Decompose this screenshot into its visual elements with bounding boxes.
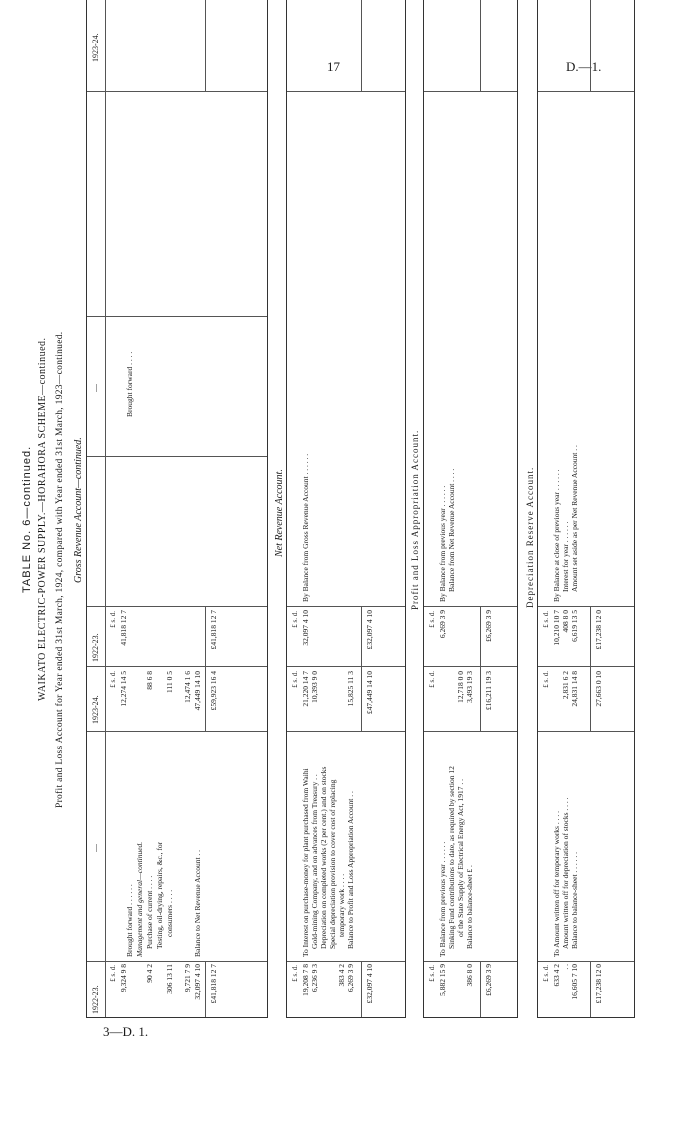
col-header-1924: 1923-24.: [91, 33, 100, 62]
amount-1924: 12,274 14 5: [119, 671, 128, 707]
subtotal-1924: 47,449 14 10: [193, 671, 202, 711]
lsd-header: £ s. d.: [109, 671, 117, 688]
total-1923: £6,269 3 9: [484, 610, 493, 642]
line-item-text: To Balance from previous year . . . . . .: [438, 841, 447, 957]
amount-1923: 633 4 2: [552, 964, 561, 987]
total-1924: £16,211 19 3: [484, 671, 493, 711]
lsd-header: £ s. d.: [291, 965, 299, 982]
document-ref: D.—1.: [566, 59, 602, 74]
col-header-1923: 1922-23.: [91, 633, 100, 662]
amount-1924: 10,393 9 0: [310, 671, 319, 703]
line-item-text: Sinking Fund contributions to date, as required by section 12: [447, 766, 456, 949]
net-revenue-heading: Net Revenue Account.: [274, 469, 285, 557]
col-header-1924: 1923-24.: [91, 695, 100, 724]
footer-ref: 3—D. 1.: [103, 1024, 149, 1039]
lsd-header: £ s. d.: [542, 965, 550, 982]
total-1923: £6,269 3 9: [484, 964, 493, 996]
amount-1923: 383 4 2: [337, 964, 346, 987]
lsd-header: £ s. d.: [109, 965, 117, 982]
line-item-text: Brought forward . . . .: [125, 351, 134, 417]
line-item-text: Balance to balance-sheet £ .: [465, 865, 474, 949]
col-header-dash: —: [91, 384, 100, 392]
line-item-text: To Interest on purchase-money for plant purchased from Waihi: [301, 768, 310, 957]
page-number: 17: [327, 59, 340, 74]
account-subtitle: Profit and Loss Account for Year ended 31st March, 1924, compared with Year ended 31st March, 1923—continued.: [55, 331, 65, 808]
amount-1924: 2,831 6 2: [561, 671, 570, 700]
amount-1924: 3,493 19 3: [465, 671, 474, 703]
line-item-text: temporary work . . . .: [337, 873, 346, 937]
line-item-text: By Balance from previous year . . . . . .: [438, 485, 447, 602]
gross-revenue-table: [86, 0, 268, 1018]
pl-appropriation-heading: Profit and Loss Appropriation Account.: [410, 429, 420, 610]
amount-1923: 5,882 15 9: [438, 964, 447, 996]
depreciation-reserve-heading: Depreciation Reserve Account.: [525, 466, 535, 608]
total-1923: £32,097 4 10: [365, 610, 374, 650]
line-item-text: Balance to balance-sheet . . . . . .: [570, 851, 579, 949]
line-item-text: Depreciation on completed works (2 per cent.) and on stocks: [319, 766, 328, 949]
line-item-text: Balance from Net Revenue Account . . . .: [447, 468, 456, 592]
amount-1923: 386 8 0: [465, 964, 474, 987]
amount-1923: 6,619 13 5: [570, 610, 579, 642]
lsd-header: £ s. d.: [542, 671, 550, 688]
amount-1923: 16,605 7 10: [570, 964, 579, 1000]
lsd-header: £ s. d.: [291, 671, 299, 688]
line-item-text: To Amount written off for temporary works . . . .: [552, 811, 561, 957]
amount-1923: 32,097 4 10: [301, 610, 310, 646]
line-item-text: By Balance from Gross Revenue Account . . . . . .: [301, 453, 310, 602]
total-1923: £41,818 12 7: [209, 964, 218, 1004]
amount-1923: 19,208 7 8: [301, 964, 310, 996]
amount-1923: 408 8 0: [561, 610, 570, 633]
amount-1923: 9,324 9 8: [119, 964, 128, 993]
amount-1923: 6,236 9 3: [310, 964, 319, 993]
depreciation-reserve-table: [537, 0, 635, 1018]
line-item-text: Balance to Profit and Loss Appropriation Account . .: [346, 791, 355, 949]
total-1924: £59,923 16 4: [209, 671, 218, 711]
line-item-text: Amount set aside as per Net Revenue Account . .: [570, 445, 579, 592]
lsd-header: £ s. d.: [428, 671, 436, 688]
line-item-text: Management and general—continued.: [135, 841, 144, 957]
subtotal-1923: 32,097 4 10: [193, 964, 202, 1000]
line-item-text: By Balance at close of previous year . . . . . .: [552, 469, 561, 602]
lsd-header: £ s. d.: [109, 611, 117, 628]
lsd-header: £ s. d.: [428, 965, 436, 982]
line-item-text: consumers . . . .: [165, 889, 174, 937]
table-number-title: TABLE No. 6—continued.: [21, 445, 33, 593]
line-item-text: Amount written off for depreciation of stocks . . . .: [561, 797, 570, 949]
line-item-text: Purchase of current . . . .: [145, 875, 154, 949]
amount-1924: 21,220 14 7: [301, 671, 310, 707]
subtotal-1923: 9,721 7 9: [183, 964, 192, 993]
amount-1924: 24,831 14 8: [570, 671, 579, 707]
col-header-1923: 1922-23.: [91, 985, 100, 1014]
amount-1924: 15,825 11 3: [346, 671, 355, 707]
amount-1923: 6,269 3 9: [346, 964, 355, 993]
gross-revenue-heading: Gross Revenue Account—continued.: [73, 437, 84, 583]
amount-1924: 12,718 0 0: [456, 671, 465, 703]
total-1923: £32,097 4 10: [365, 964, 374, 1004]
balance-line-text: Balance to Net Revenue Account . .: [193, 849, 202, 957]
lsd-header: £ s. d.: [428, 611, 436, 628]
pl-appropriation-table: [423, 0, 518, 1018]
line-item-text: Brought forward . . . . . .: [125, 884, 134, 957]
amount-1923: 306 13 11: [165, 964, 174, 994]
amount-1923: 90 4 2: [145, 964, 154, 983]
line-item-text: Gold-mining Company, and on advances from Treasury . .: [310, 774, 319, 949]
line-item-text: of the State Supply of Electrical Energy Act, 1917 . .: [456, 779, 465, 937]
line-item-text: Special depreciation provision to cover cost of replacing: [328, 779, 337, 949]
total-1923: £41,818 12 7: [209, 610, 218, 650]
col-header-dash: —: [91, 844, 100, 852]
amount-1923: 41,818 12 7: [119, 610, 128, 646]
amount-1923: . .: [561, 964, 570, 970]
amount-1924: 88 6 8: [145, 671, 154, 690]
total-1924: 27,663 0 10: [594, 671, 603, 707]
scheme-title: WAIKATO ELECTRIC-POWER SUPPLY.—HORAHORA SCHEME—continued.: [37, 337, 48, 701]
net-revenue-table: [286, 0, 406, 1018]
subtotal-1924: 12,474 1 6: [183, 671, 192, 703]
amount-1923: 10,210 10 7: [552, 610, 561, 646]
lsd-header: £ s. d.: [542, 611, 550, 628]
line-item-text: Testing, oil-drying, repairs, &c., for: [155, 841, 164, 949]
total-1924: £47,449 14 10: [365, 671, 374, 715]
amount-1924: 111 0 5: [165, 671, 174, 693]
total-1923: £17,238 12 0: [594, 610, 603, 650]
total-1923: £17,238 12 0: [594, 964, 603, 1004]
lsd-header: £ s. d.: [291, 611, 299, 628]
amount-1923: 6,269 3 9: [438, 610, 447, 639]
line-item-text: Interest for year . . . . . .: [561, 521, 570, 592]
